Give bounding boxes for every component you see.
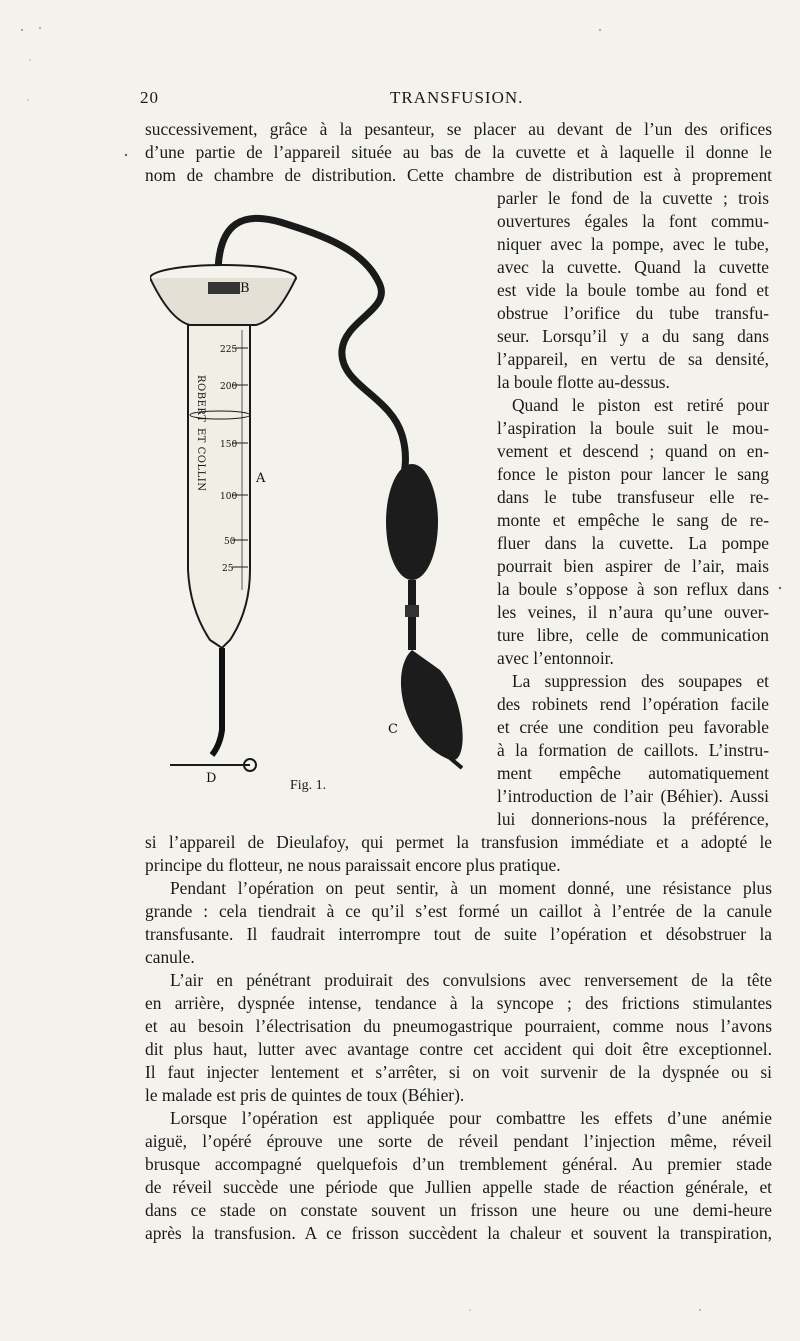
text-line: d’une partie de l’appareil située au bas de la cuvette et à laquelle il donne le bbox=[145, 142, 772, 162]
text-line: de réveil succède une période que Jullien appelle stade de réaction générale, et bbox=[145, 1177, 772, 1197]
text-line: si l’appareil de Dieulafoy, qui permet la transfusion immédiate et a adopté le bbox=[145, 832, 772, 852]
scan-speck bbox=[29, 59, 31, 61]
text-line: est vide la boule tombe au fond et bbox=[497, 280, 769, 300]
text-line: La suppression des soupapes et bbox=[512, 671, 769, 691]
text-line: et au besoin l’électrisation du pneumogastrique pourraient, comme nous l’avons bbox=[145, 1016, 772, 1036]
scan-speck bbox=[699, 1309, 701, 1311]
scan-speck bbox=[39, 27, 41, 29]
text-line: avec la cuvette. Quand la cuvette bbox=[497, 257, 769, 277]
text-line: obstrue l’orifice du tube transfu- bbox=[497, 303, 769, 323]
text-line: ouvertures égales la font commu- bbox=[497, 211, 769, 231]
maker-mark: ET COLLIN bbox=[195, 428, 206, 492]
text-line: canule. bbox=[145, 947, 195, 967]
scale-label: 225 bbox=[220, 345, 238, 355]
page-header bbox=[140, 88, 770, 112]
apparatus-illustration bbox=[150, 200, 495, 810]
text-line: dans le tube transfuseur elle re- bbox=[497, 487, 769, 507]
pump-ring bbox=[405, 605, 419, 617]
text-line: aiguë, l’opéré éprouve une sorte de réveil pendant l’injection même, réveil bbox=[145, 1131, 772, 1151]
scale-label: 50 bbox=[224, 537, 236, 547]
scan-speck bbox=[779, 587, 781, 589]
text-line: à la formation de caillots. L’instru- bbox=[497, 740, 769, 760]
text-line: successivement, grâce à la pesanteur, se placer au devant de l’un des orifices bbox=[145, 119, 772, 139]
scale-label: 25 bbox=[222, 564, 234, 574]
text-line: niquer avec la pompe, avec le tube, bbox=[497, 234, 769, 254]
text-line: Pendant l’opération on peut sentir, à un moment donné, une résistance plus bbox=[170, 878, 772, 898]
text-line: ture libre, celle de communication bbox=[497, 625, 769, 645]
transfusion-apparatus-figure bbox=[150, 200, 495, 810]
text-line: l’aspiration la boule suit le mou- bbox=[497, 418, 769, 438]
text-line: la boule flotte au-dessus. bbox=[497, 372, 670, 392]
scan-speck bbox=[125, 154, 127, 156]
maker-mark: ROBERT bbox=[195, 375, 206, 423]
bulb-tip bbox=[450, 758, 462, 768]
running-head: TRANSFUSION. bbox=[390, 88, 524, 107]
text-line: pourrait bien aspirer de l’air, mais bbox=[497, 556, 769, 576]
scale-label: 100 bbox=[220, 492, 238, 502]
text-line: le malade est pris de quintes de toux (Béhier). bbox=[145, 1085, 465, 1105]
text-line: L’air en pénétrant produirait des convulsions avec renversement de la tête bbox=[170, 970, 772, 990]
text-line: dit plus haut, lutter avec avantage contre cet accident qui doit être exceptionnel. bbox=[145, 1039, 772, 1059]
scan-speck bbox=[21, 29, 23, 31]
text-line: des robinets rend l’opération facile bbox=[497, 694, 769, 714]
text-line: Lorsque l’opération est appliquée pour combattre les effets d’une anémie bbox=[170, 1108, 772, 1128]
text-line: en arrière, dyspnée intense, tendance à la syncope ; des frictions stimulantes bbox=[145, 993, 772, 1013]
text-line: et crée une condition peu favorable bbox=[497, 717, 769, 737]
page-number: 20 bbox=[140, 88, 159, 107]
text-line: fonce le piston pour lancer le sang bbox=[497, 464, 769, 484]
text-line: seur. Lorsqu’il y a du sang dans bbox=[497, 326, 769, 346]
text-line: l’appareil, en vertu de sa densité, bbox=[497, 349, 769, 369]
cup-fitting bbox=[208, 282, 240, 294]
lower-tube bbox=[212, 648, 222, 755]
label-b: B bbox=[240, 281, 250, 296]
text-line: principe du flotteur, ne nous paraissait encore plus pratique. bbox=[145, 855, 561, 875]
label-a: A bbox=[256, 471, 266, 486]
scan-speck bbox=[469, 1309, 471, 1311]
text-line: fluer dans la cuvette. La pompe bbox=[497, 533, 769, 553]
scale-label: 150 bbox=[220, 440, 238, 450]
text-line: après la transfusion. A ce frisson succèdent la chaleur et souvent la transpiration, bbox=[145, 1223, 772, 1243]
text-line: la boule s’oppose à son reflux dans bbox=[497, 579, 769, 599]
figure-caption: Fig. 1. bbox=[290, 778, 327, 793]
text-line: brusque accompagné quelquefois d’un tremblement général. Au premier stade bbox=[145, 1154, 772, 1174]
text-line: Quand le piston est retiré pour bbox=[512, 395, 769, 415]
text-line: avec l’entonnoir. bbox=[497, 648, 614, 668]
text-line: monte et empêche le sang de re- bbox=[497, 510, 769, 530]
pump-bulb bbox=[386, 464, 438, 580]
text-line: grande : cela tiendrait à ce qu’il s’est formé un caillot à l’entrée de la canule bbox=[145, 901, 772, 921]
label-c: C bbox=[388, 722, 398, 737]
scan-speck bbox=[599, 29, 601, 31]
text-line: ment empêche automatiquement bbox=[497, 763, 769, 783]
text-line: parler le fond de la cuvette ; trois bbox=[497, 188, 769, 208]
text-line: l’introduction de l’air (Béhier). Aussi bbox=[497, 786, 769, 806]
text-line: transfusante. Il faudrait interrompre tout de suite l’opération et désobstruer la bbox=[145, 924, 772, 944]
text-line: les veines, il n’aura qu’une ouver- bbox=[497, 602, 769, 622]
text-line: dans ce stade on constate souvent un frisson une heure ou une demi-heure bbox=[145, 1200, 772, 1220]
text-line: nom de chambre de distribution. Cette chambre de distribution est à proprement bbox=[145, 165, 772, 185]
text-line: lui donnerions-nous la préférence, bbox=[497, 809, 769, 829]
text-line: vement et descend ; quand on en- bbox=[497, 441, 769, 461]
label-d: D bbox=[206, 771, 217, 786]
scan-speck bbox=[27, 99, 29, 101]
hand-bulb bbox=[401, 650, 463, 760]
text-line: Il faut injecter lentement et s’arrêter, si on voit survenir de la dyspnée ou si bbox=[145, 1062, 772, 1082]
scale-label: 200 bbox=[220, 382, 238, 392]
